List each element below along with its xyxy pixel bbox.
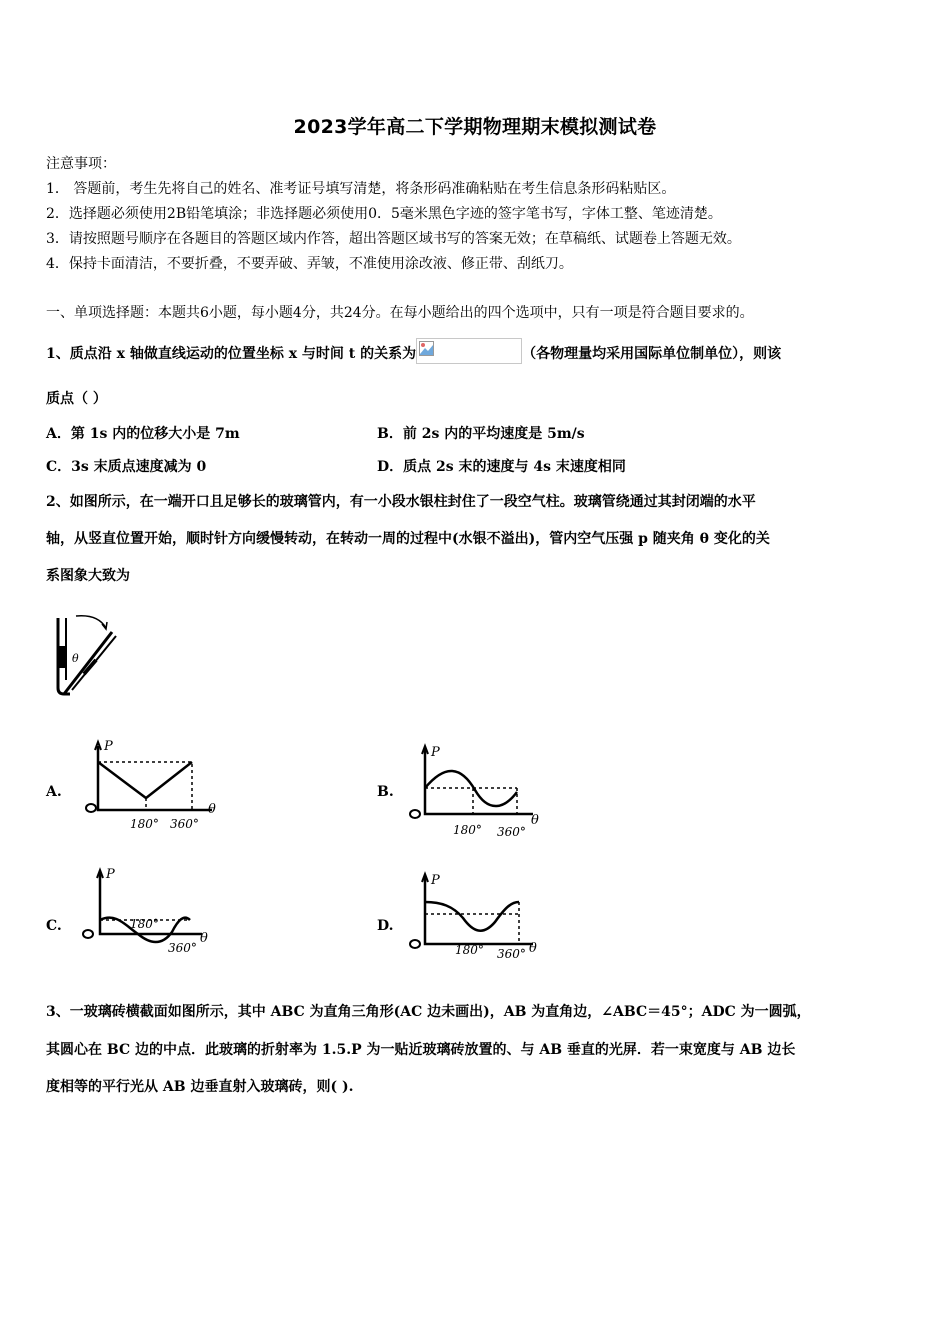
q2-option-d-label[interactable]: D. bbox=[377, 918, 394, 934]
q2-graph-b[interactable] bbox=[405, 742, 545, 842]
notice-item-2: 2．选择题必须使用2B铅笔填涂；非选择题必须使用0．5毫米黑色字迹的签字笔书写，字体工整、笔迹清楚。 bbox=[46, 206, 722, 222]
q1-stem-b: （各物理量均采用国际单位制单位），则该 bbox=[522, 346, 782, 362]
graph-b-tick-180: 180° bbox=[453, 823, 482, 837]
q2-graph-a[interactable] bbox=[82, 738, 222, 838]
q2-graph-d[interactable] bbox=[405, 870, 545, 970]
q1-option-a[interactable]: A．第 1s 内的位移大小是 7m bbox=[46, 426, 240, 442]
graph-d-tick-360: 360° bbox=[497, 947, 526, 961]
notice-item-3: 3．请按照题号顺序在各题目的答题区域内作答，超出答题区域书写的答案无效；在草稿纸、试题卷上答题无效。 bbox=[46, 231, 741, 247]
q1-stem-line1 bbox=[46, 338, 781, 364]
graph-d-theta-label: θ bbox=[529, 941, 537, 956]
graph-a-theta-label: θ bbox=[208, 802, 216, 817]
q2-stem-line3: 系图象大致为 bbox=[46, 568, 130, 584]
q2-stem-line1: 2、如图所示，在一端开口且足够长的玻璃管内，有一小段水银柱封住了一段空气柱。玻璃管绕通过其封闭端的水平 bbox=[46, 494, 756, 510]
graph-b-theta-label: θ bbox=[531, 813, 539, 828]
graph-b-tick-360: 360° bbox=[497, 825, 526, 839]
graph-c-tick-180: 180° bbox=[130, 917, 159, 931]
section-heading: 一、单项选择题：本题共6小题，每小题4分，共24分。在每小题给出的四个选项中，只有一项是符合题目要求的。 bbox=[46, 305, 754, 321]
q2-option-a-label[interactable]: A. bbox=[46, 784, 62, 800]
graph-c-theta-label: θ bbox=[200, 931, 208, 946]
broken-image-formula bbox=[416, 338, 522, 364]
q2-stem-line2: 轴，从竖直位置开始，顺时针方向缓慢转动，在转动一周的过程中(水银不溢出)，管内空气压强 p 随夹角 θ 变化的关 bbox=[46, 531, 770, 547]
q2-option-c-label[interactable]: C. bbox=[46, 918, 62, 934]
graph-d-p-label: P bbox=[431, 873, 440, 888]
q1-option-b[interactable]: B．前 2s 内的平均速度是 5m/s bbox=[377, 426, 585, 442]
tube-theta-label: θ bbox=[72, 652, 79, 665]
q3-stem-line3: 度相等的平行光从 AB 边垂直射入玻璃砖，则( ). bbox=[46, 1079, 354, 1095]
broken-image-icon bbox=[419, 341, 434, 356]
q3-stem-line1: 3、一玻璃砖横截面如图所示，其中 ABC 为直角三角形(AC 边未画出)，AB 为直角边，∠ABC＝45°；ADC 为一圆弧， bbox=[46, 1004, 811, 1020]
page-title: 2023学年高二下学期物理期末模拟测试卷 bbox=[293, 116, 657, 138]
graph-a-p-label: P bbox=[104, 739, 113, 754]
q1-stem-c: 质点（ ） bbox=[46, 391, 107, 407]
graph-c-p-label: P bbox=[106, 867, 115, 882]
graph-c-tick-360: 360° bbox=[168, 941, 197, 955]
tube-figure bbox=[50, 610, 130, 700]
notice-item-1: 1． 答题前，考生先将自己的姓名、准考证号填写清楚，将条形码准确粘贴在考生信息条形码粘贴区。 bbox=[46, 181, 676, 197]
graph-d-tick-180: 180° bbox=[455, 943, 484, 957]
notice-item-4: 4．保持卡面清洁，不要折叠，不要弄破、弄皱，不准使用涂改液、修正带、刮纸刀。 bbox=[46, 256, 573, 272]
q3-stem-line2: 其圆心在 BC 边的中点．此玻璃的折射率为 1.5.P 为一贴近玻璃砖放置的、与 AB 垂直的光屏．若一束宽度与 AB 边长 bbox=[46, 1042, 796, 1058]
q1-option-d[interactable]: D．质点 2s 末的速度与 4s 末速度相同 bbox=[377, 459, 626, 475]
graph-a-tick-360: 360° bbox=[170, 817, 199, 831]
q2-option-b-label[interactable]: B. bbox=[377, 784, 394, 800]
q2-graph-c[interactable] bbox=[76, 864, 216, 964]
q1-option-c[interactable]: C．3s 末质点速度减为 0 bbox=[46, 459, 207, 475]
graph-a-tick-180: 180° bbox=[130, 817, 159, 831]
notice-heading: 注意事项： bbox=[46, 156, 116, 172]
graph-b-p-label: P bbox=[431, 745, 440, 760]
q1-stem-a: 1、质点沿 x 轴做直线运动的位置坐标 x 与时间 t 的关系为 bbox=[46, 346, 417, 362]
